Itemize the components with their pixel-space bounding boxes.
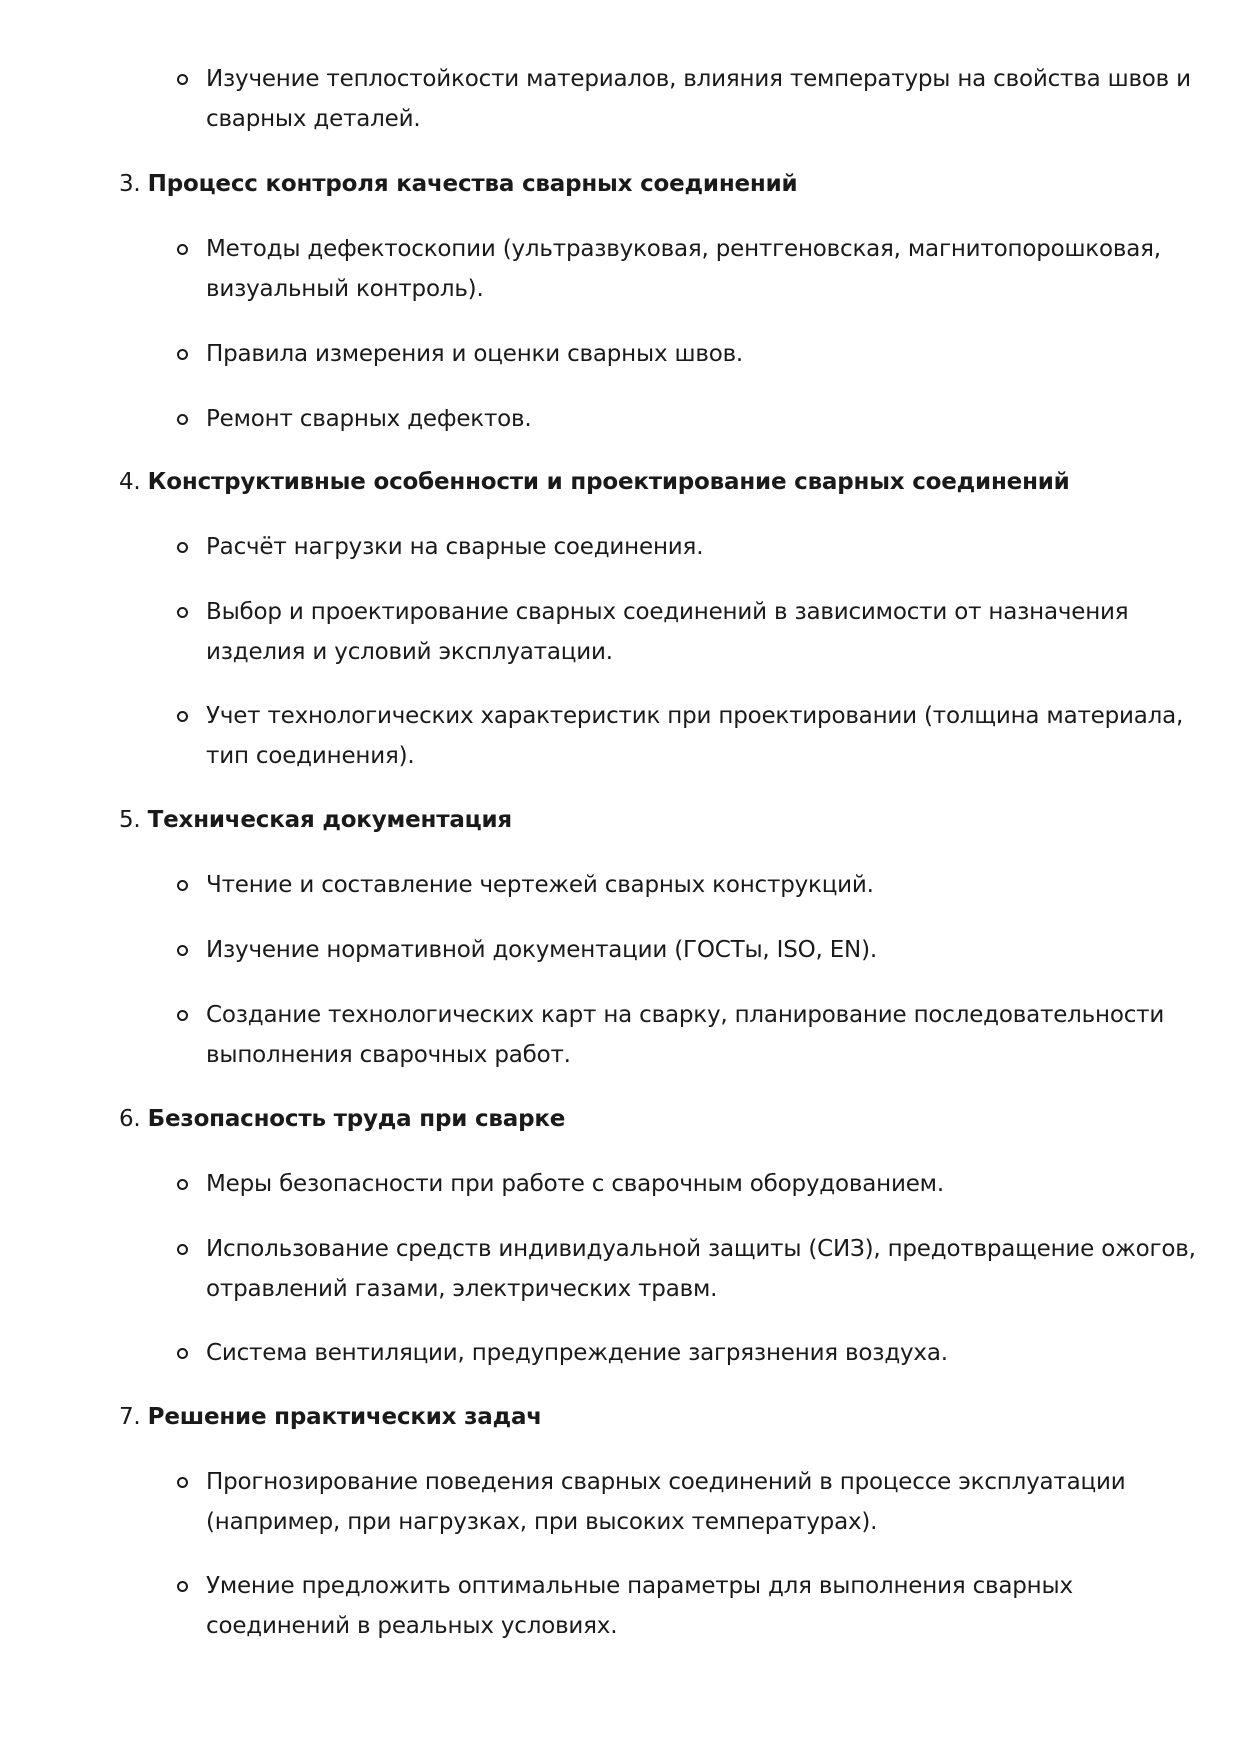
bullet-icon	[177, 349, 188, 360]
list-item-text: Расчёт нагрузки на сварные соединения.	[206, 534, 704, 560]
list-item-text: Создание технологических карт на сварку, планирование последовательности	[206, 1002, 1165, 1028]
bullet-icon	[177, 1477, 188, 1488]
list-item-text: (например, при нагрузках, при высоких температурах).	[206, 1509, 878, 1535]
bullet-icon	[177, 1179, 188, 1190]
section-title: Решение практических задач	[147, 1404, 542, 1430]
section-heading	[119, 1397, 542, 1437]
list-item-text: отравлений газами, электрических травм.	[206, 1276, 718, 1302]
list-item-text: Изучение нормативной документации (ГОСТы, ISO, EN).	[206, 937, 877, 963]
bullet-icon	[177, 880, 188, 891]
list-item-text: Использование средств индивидуальной защиты (СИЗ), предотвращение ожогов,	[206, 1236, 1196, 1262]
list-item-text: визуальный контроль).	[206, 276, 484, 302]
bullet-icon	[177, 74, 188, 85]
list-item-text: соединений в реальных условиях.	[206, 1613, 618, 1639]
section-number: 3.	[119, 171, 141, 197]
list-item-text: Выбор и проектирование сварных соединений в зависимости от назначения	[206, 599, 1129, 625]
list-item-text: Изучение теплостойкости материалов, влияния температуры на свойства швов и	[206, 66, 1191, 92]
list-item-text: Правила измерения и оценки сварных швов.	[206, 341, 744, 367]
section-number: 4.	[119, 469, 141, 495]
list-item-text: Умение предложить оптимальные параметры для выполнения сварных	[206, 1573, 1073, 1599]
bullet-icon	[177, 244, 188, 255]
bullet-icon	[177, 1581, 188, 1592]
list-item-text: Прогнозирование поведения сварных соединений в процессе эксплуатации	[206, 1469, 1126, 1495]
bullet-icon	[177, 542, 188, 553]
section-title: Процесс контроля качества сварных соединений	[147, 171, 798, 197]
list-item-text: Ремонт сварных дефектов.	[206, 406, 532, 432]
bullet-icon	[177, 414, 188, 425]
section-number: 5.	[119, 807, 141, 833]
list-item-text: Система вентиляции, предупреждение загрязнения воздуха.	[206, 1340, 948, 1366]
section-title: Безопасность труда при сварке	[147, 1106, 566, 1132]
section-heading	[119, 800, 512, 840]
bullet-icon	[177, 1244, 188, 1255]
list-item-text: сварных деталей.	[206, 106, 421, 132]
section-title: Конструктивные особенности и проектирование сварных соединений	[147, 469, 1070, 495]
list-item-text: изделия и условий эксплуатации.	[206, 639, 613, 665]
list-item-text: выполнения сварочных работ.	[206, 1042, 571, 1068]
section-heading	[119, 462, 1070, 502]
list-item-text: Меры безопасности при работе с сварочным оборудованием.	[206, 1171, 944, 1197]
list-item-text: Чтение и составление чертежей сварных конструкций.	[206, 872, 874, 898]
bullet-icon	[177, 945, 188, 956]
bullet-icon	[177, 1348, 188, 1359]
section-heading	[119, 1099, 565, 1139]
list-item-text: Учет технологических характеристик при проектировании (толщина материала,	[206, 703, 1184, 729]
bullet-icon	[177, 711, 188, 722]
section-number: 6.	[119, 1106, 141, 1132]
section-number: 7.	[119, 1404, 141, 1430]
bullet-icon	[177, 607, 188, 618]
list-item-text: тип соединения).	[206, 743, 415, 769]
section-heading	[119, 164, 797, 204]
section-title: Техническая документация	[147, 807, 512, 833]
list-item-text: Методы дефектоскопии (ультразвуковая, рентгеновская, магнитопорошковая,	[206, 236, 1161, 262]
bullet-icon	[177, 1010, 188, 1021]
